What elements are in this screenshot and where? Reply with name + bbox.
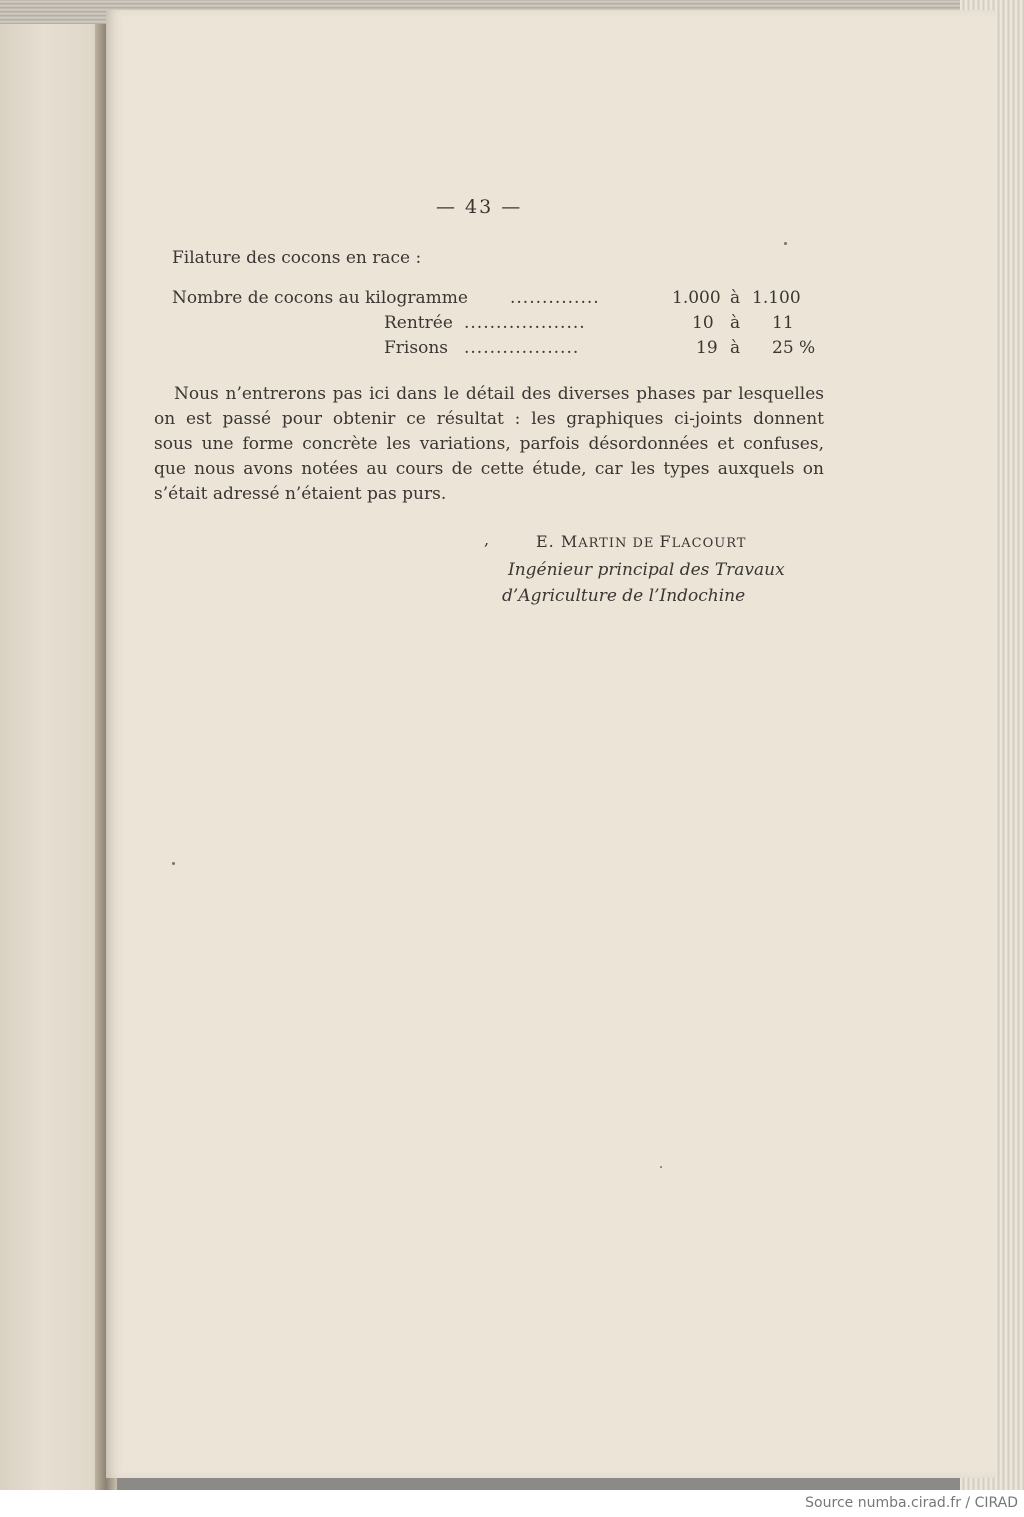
signature-name <box>536 532 746 551</box>
section-heading: Filature des cocons en race : <box>172 248 422 268</box>
stat-sep: à <box>730 288 741 308</box>
stat-from: 19 <box>696 338 718 358</box>
stat-sep: à <box>730 313 741 333</box>
paper-speck <box>660 1166 662 1168</box>
signature-smallcaps: LACOURT <box>671 536 747 551</box>
signature-smallcaps: ARTIN DE <box>578 536 660 551</box>
leader-dots: ................... <box>464 313 586 333</box>
leader-dots: .................. <box>464 338 580 358</box>
stat-sep: à <box>730 338 741 358</box>
body-paragraph <box>154 382 824 507</box>
stat-label: Nombre de cocons au kilogramme <box>172 288 468 308</box>
stat-to: 25 % <box>772 338 816 358</box>
paper-speck <box>784 242 787 245</box>
source-credit: Source numba.cirad.fr / CIRAD <box>805 1495 1018 1511</box>
paragraph-line: Nous n’entrerons pas ici dans le détail des diverses phases par lesquelles <box>174 384 824 404</box>
stat-label: Frisons <box>384 338 448 358</box>
left-page-edge <box>0 0 110 1490</box>
stat-to: 11 <box>772 313 794 333</box>
paper-speck <box>172 862 175 865</box>
signature-title-line: d’Agriculture de l’Indochine <box>502 586 746 606</box>
stat-from: 10 <box>692 313 714 333</box>
signature-initial-f: F <box>659 532 672 551</box>
footer-bar <box>0 1490 1024 1517</box>
page-number: — 43 — <box>436 196 523 218</box>
stat-from: 1.000 <box>672 288 721 308</box>
paragraph-line: s’était adressé n’étaient pas purs. <box>154 484 447 504</box>
leader-dots: .............. <box>510 288 600 308</box>
stray-comma: , <box>484 530 490 549</box>
paragraph-line: sous une forme concrète les variations, parfois désordonnées et confuses, <box>154 434 824 454</box>
signature-initial: E. M <box>536 532 579 551</box>
stat-label: Rentrée <box>384 313 453 333</box>
signature-title-line: Ingénieur principal des Travaux <box>508 560 785 580</box>
paragraph-line: on est passé pour obtenir ce résultat : les graphiques ci-joints donnent <box>154 409 824 429</box>
stat-to: 1.100 <box>752 288 801 308</box>
paragraph-line: que nous avons notées au cours de cette étude, car les types auxquels on <box>154 459 824 479</box>
document-page <box>106 10 996 1478</box>
